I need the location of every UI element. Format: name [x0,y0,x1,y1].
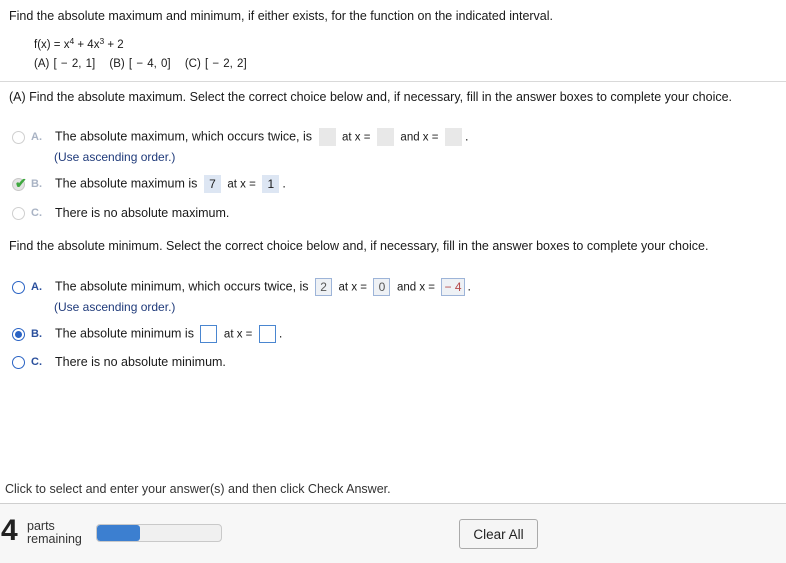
interval-b: (B) [ − 4, 0] [109,58,171,70]
function-lhs: f(x) = x [34,39,70,51]
max-choice-b[interactable] [12,174,286,194]
min-choice-b-letter: B. [31,328,42,340]
interval-a: (A) [ − 2, 1] [34,58,96,70]
min-choice-a-end: . [467,279,471,294]
min-choice-c[interactable] [12,352,226,372]
function-mid: + 4x [74,39,100,51]
min-choice-b-text [55,325,282,343]
min-choice-a-text3: and x = [396,281,435,294]
max-choice-b-letter: B. [31,178,42,190]
max-choice-a[interactable] [12,127,468,147]
min-choice-a-text1: The absolute minimum, which occurs twice, is [55,279,309,294]
max-choice-b-text1: The absolute maximum is [55,176,198,191]
part-a-instruction: (A) Find the absolute maximum. Select the correct choice below and, if necessary, fill in the answer boxes to complete your choice. [9,90,733,104]
clear-all-button[interactable]: Clear All [459,519,538,549]
min-choice-a-hint: (Use ascending order.) [54,300,176,314]
parts-label-line2: remaining [27,532,82,546]
max-choice-c-letter: C. [31,207,42,219]
divider [0,81,786,82]
max-choice-b-radio[interactable] [12,174,27,191]
min-choice-c-text: There is no absolute minimum. [55,355,226,369]
parts-label-line1: parts [27,519,55,533]
checkmark-icon: ✔ [15,174,27,191]
function-expression [34,36,124,51]
max-choice-a-text [55,128,468,146]
min-choice-b-text2: at x = [223,328,253,341]
max-choice-a-text1: The absolute maximum, which occurs twice, is [55,129,313,144]
min-choice-b-text1: The absolute minimum is [55,326,194,341]
max-choice-c[interactable] [12,203,229,223]
min-choice-b-end: . [278,326,283,341]
max-choice-a-x1-box[interactable] [377,128,394,146]
progress-bar [96,524,222,542]
max-choice-a-value-box[interactable] [319,128,336,146]
min-choice-a-letter: A. [31,281,42,293]
parts-remaining-count: 4 [1,514,18,547]
min-choice-a-text2: at x = [338,281,367,294]
max-choice-a-x2-box[interactable] [445,128,462,146]
max-choice-b-end: . [282,176,286,191]
function-rhs: + 2 [104,39,124,51]
part-min-instruction: Find the absolute minimum. Select the correct choice below and, if necessary, fill in the answer boxes to complete your choice. [9,239,709,253]
status-message: Click to select and enter your answer(s) and then click Check Answer. [5,482,391,496]
min-choice-a-radio[interactable] [12,281,25,294]
function-exponent-3: 3 [99,36,105,46]
min-choice-c-letter: C. [31,356,42,368]
min-choice-b-radio[interactable] [12,328,25,341]
progress-bar-fill [97,525,140,541]
min-choice-b-value-input[interactable] [200,325,217,343]
max-choice-a-end: . [464,129,469,144]
min-choice-a-text [55,278,471,296]
min-choice-a-x2-box[interactable]: − 4 [441,278,464,296]
max-choice-a-text3: and x = [400,131,439,144]
interval-list [34,58,257,70]
question-prompt: Find the absolute maximum and minimum, if either exists, for the function on the indicated interval. [9,9,554,23]
max-choice-a-letter: A. [31,131,42,143]
min-choice-b-x-input[interactable] [259,325,276,343]
max-choice-b-text [55,175,286,193]
min-choice-a[interactable] [12,277,471,297]
min-choice-a-value-box[interactable]: 2 [315,278,332,296]
max-choice-b-text2: at x = [227,178,256,191]
max-choice-c-text: There is no absolute maximum. [55,206,230,220]
max-choice-a-hint: (Use ascending order.) [54,150,176,164]
parts-remaining-label [27,520,82,546]
min-choice-a-x1-box[interactable]: 0 [373,278,390,296]
max-choice-b-x-box[interactable]: 1 [262,175,279,193]
max-choice-c-radio[interactable] [12,207,25,220]
max-choice-a-radio[interactable] [12,131,25,144]
max-choice-a-text2: at x = [342,131,371,144]
max-choice-b-value-box[interactable]: 7 [204,175,221,193]
min-choice-c-radio[interactable] [12,356,25,369]
interval-c: (C) [ − 2, 2] [184,58,247,70]
function-exponent-4: 4 [69,36,75,46]
min-choice-b[interactable] [12,324,282,344]
